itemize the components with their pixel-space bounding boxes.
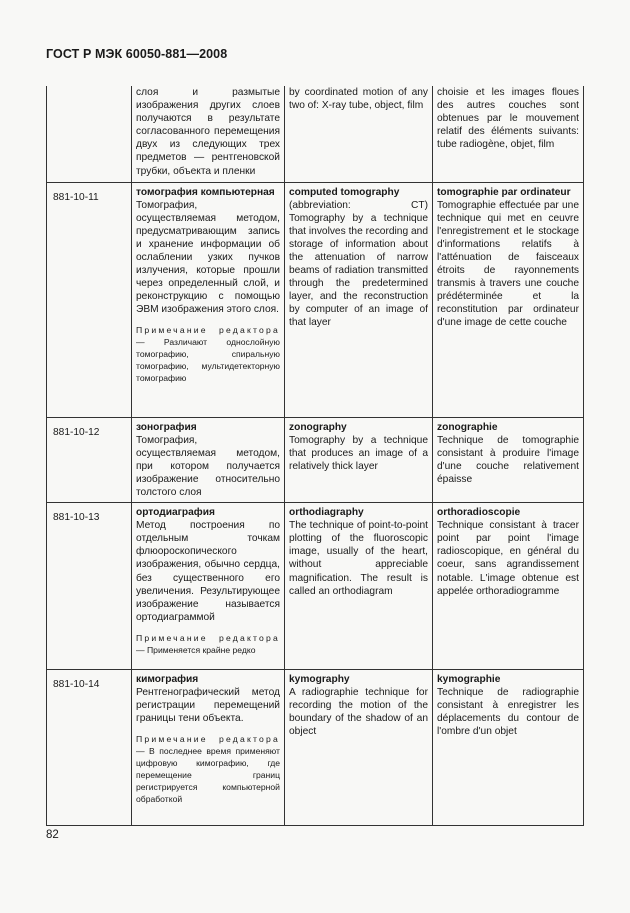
fr-definition: choisie et les images floues des autres couches sont obtenues par le mouvement relatif des éléments suivants: tube radiogène, objet, film <box>433 86 584 182</box>
page-number: 82 <box>46 829 59 841</box>
note-heading: Примечание редактора <box>136 734 280 745</box>
note-text: — В последнее время применяют цифровую кимографию, где перемещение границ регистрируется компьютерной обработкой <box>136 746 280 805</box>
note-text: — Применяется крайне редко <box>136 644 256 655</box>
table-row <box>47 182 584 417</box>
ru-term: зонография <box>136 421 197 433</box>
note-heading: Примечание редактора <box>136 632 280 643</box>
en-cell <box>285 670 433 826</box>
fr-cell <box>433 670 584 826</box>
fr-term: zonographie <box>437 421 498 433</box>
ru-definition: Томография, осуществляемая методом, при котором получается изображение относительно толстого слоя <box>136 434 280 498</box>
ru-cell <box>132 670 285 826</box>
fr-cell <box>433 503 584 670</box>
table-row <box>47 503 584 670</box>
fr-definition: Tomographie effectuée par une technique qui met en ceuvre l'enregistrement et le stockage d'informations relatifs à l'atténuation de faisceaux étroits de rayonnements transmis à travers une couche prédéterminée et la reconstitution par ordinateur d'une image de cette couche <box>437 199 579 329</box>
en-definition: A radiographie technique for recording the motion of the boundary of the shadow of an object <box>289 687 428 738</box>
document-header: ГОСТ Р МЭК 60050-881—2008 <box>46 47 228 61</box>
terms-table <box>46 86 584 826</box>
en-term: zonography <box>289 421 347 433</box>
ru-definition: Томография, осуществляемая методом, предусматривающим запись и хранение информации об ослаблении узких пучков излучения, которые прошли через определенный слой, и реконструкцию с помощью ЭВМ изображения этого слоя. <box>136 199 280 316</box>
ru-cell <box>132 182 285 417</box>
ru-cell <box>132 417 285 503</box>
ru-definition: Рентгенографический метод регистрации перемещений границы тени объекта. <box>136 687 280 725</box>
ru-definition: слоя и размытые изображения других слоев получаются в результате согласованного перемещения двух из следующих трех предметов — рентгеновской трубки, объекта и пленки <box>132 86 285 182</box>
en-cell <box>285 417 433 503</box>
ru-definition: Метод построения по отдельным точкам флюороскопического изображения, обычно сердца, без существенного его увеличения. Результирующее изображение называется ортодиаграммой <box>136 520 280 623</box>
fr-definition: Technique consistant à tracer point par point l'image radioscopique, en général du coeur, sans agrandissement notable. L'image obtenue est appelée orthoradiogramme <box>437 520 579 597</box>
en-term: computed tomography <box>289 186 400 198</box>
fr-term: kymographie <box>437 674 501 686</box>
note-text: — Различают однослойную томографию, спиральную томографию, мультидетекторную томографию <box>136 337 280 384</box>
entry-number-cell <box>47 86 132 182</box>
en-definition: The technique of point-to-point plotting of the fluoroscopic image, usually of the heart, without appreciable magnification. The result is called an orthodiagram <box>289 520 428 597</box>
entry-number: 881-10-13 <box>47 503 132 670</box>
editor-note <box>136 733 280 805</box>
note-heading: Примечание редактора <box>136 325 280 336</box>
ru-cell <box>132 503 285 670</box>
ru-term: ортодиаграфия <box>136 507 215 519</box>
en-term: orthodiagraphy <box>289 507 364 519</box>
en-definition: Tomography by a technique that produces an image of a relatively thick layer <box>289 434 428 472</box>
table-row-continuation <box>47 86 584 182</box>
fr-cell <box>433 417 584 503</box>
table-row <box>47 670 584 826</box>
ru-term: томография компьютерная <box>136 186 275 198</box>
en-cell <box>285 503 433 670</box>
fr-definition: Technique de tomographie consistant à produire l'image d'une couche relativement épaisse <box>437 434 579 485</box>
en-term: kymography <box>289 674 350 686</box>
entry-number: 881-10-14 <box>47 670 132 826</box>
fr-definition: Technique de radiographie consistant à enregistrer les déplacements du contour de l'ombre d'un objet <box>437 687 579 738</box>
entry-number: 881-10-11 <box>47 182 132 417</box>
editor-note <box>136 324 280 384</box>
fr-cell <box>433 182 584 417</box>
en-definition: by coordinated motion of any two of: X-ray tube, object, film <box>285 86 433 182</box>
fr-term: orthoradioscopie <box>437 507 521 519</box>
en-definition: (abbreviation: CT) Tomography by a technique that involves the recording and storage of information about the attenuation of narrow beams of radiation transmitted through the predetermined layer, and the reconstruction by computer of an image of that layer <box>289 199 428 329</box>
editor-note <box>136 632 280 656</box>
fr-term: tomographie par ordinateur <box>437 186 571 198</box>
ru-term: кимография <box>136 674 199 686</box>
entry-number: 881-10-12 <box>47 417 132 503</box>
en-cell <box>285 182 433 417</box>
table-row <box>47 417 584 503</box>
